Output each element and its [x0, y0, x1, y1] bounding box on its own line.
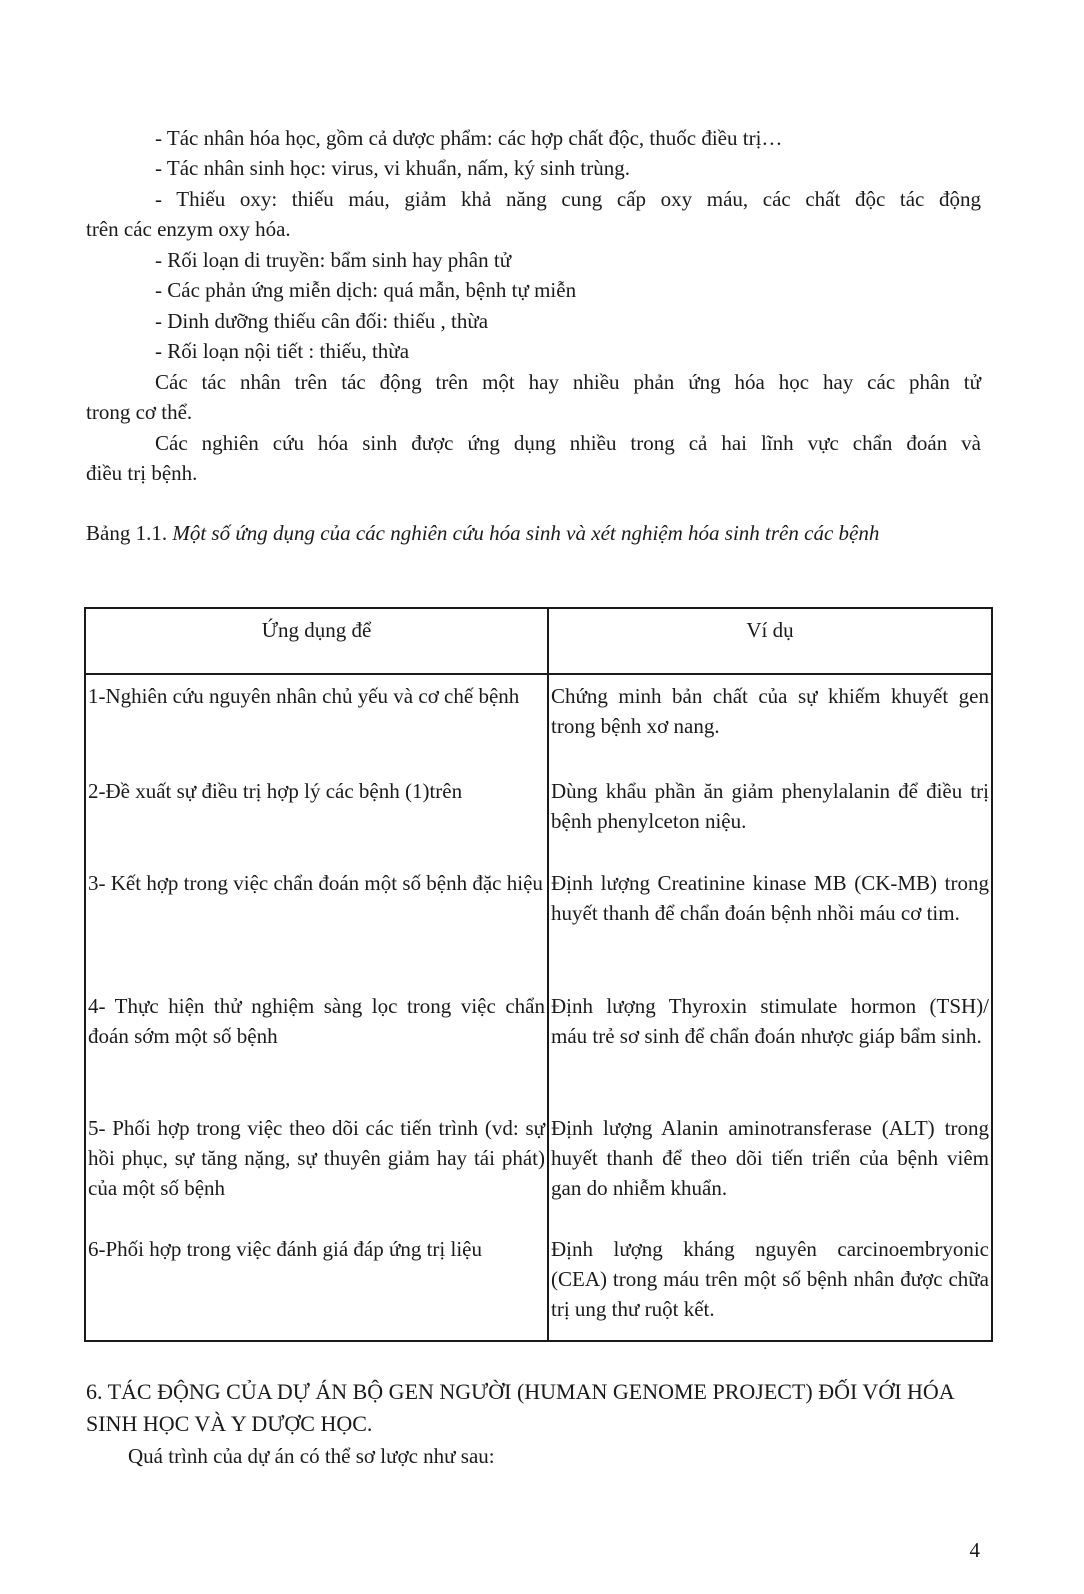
paragraph-line: - Rối loạn di truyền: bẩm sinh hay phân tử: [155, 248, 512, 272]
table-cell: Dùng khẩu phần ăn giảm phenylalanin để điều trị bệnh phenylceton niệu.: [548, 770, 992, 862]
table-row: [85, 1228, 992, 1341]
paragraph-line: Các tác nhân trên tác động trên một hay nhiều phản ứng hóa học hay các phân tử: [155, 370, 981, 394]
paragraph-line: - Tác nhân hóa học, gồm cả dược phẩm: các hợp chất độc, thuốc điều trị…: [155, 126, 783, 150]
table-row: [85, 862, 992, 985]
paragraph-line: trên các enzym oxy hóa.: [86, 217, 291, 241]
section-heading: 6. TÁC ĐỘNG CỦA DỰ ÁN BỘ GEN NGƯỜI (HUMAN GENOME PROJECT) ĐỐI VỚI HÓA SINH HỌC VÀ Y DƯỢC HỌC.: [86, 1379, 954, 1436]
paragraph-line: trong cơ thể.: [86, 400, 193, 424]
table-caption: [86, 518, 981, 548]
table-cell: Định lượng Creatinine kinase MB (CK-MB) trong huyết thanh để chẩn đoán bệnh nhồi máu cơ tim.: [548, 862, 992, 985]
table-header-row: [85, 608, 992, 674]
caption-label: Bảng 1.1.: [86, 521, 168, 545]
paragraph-line: điều trị bệnh.: [86, 461, 198, 485]
table-cell: Chứng minh bản chất của sự khiếm khuyết gen trong bệnh xơ nang.: [548, 674, 992, 770]
paragraph-line: - Tác nhân sinh học: virus, vi khuẩn, nấm, ký sinh trùng.: [155, 156, 630, 180]
table-cell: 4- Thực hiện thử nghiệm sàng lọc trong việc chẩn đoán sớm một số bệnh: [85, 985, 548, 1107]
column-header: Ví dụ: [548, 608, 992, 674]
column-header: Ứng dụng để: [85, 608, 548, 674]
caption-title: Một số ứng dụng của các nghiên cứu hóa sinh và xét nghiệm hóa sinh trên các bệnh: [172, 521, 880, 545]
section-intro: Quá trình của dự án có thể sơ lược như sau:: [128, 1444, 495, 1468]
applications-table: [84, 607, 993, 1342]
page-number: 4: [969, 1538, 980, 1562]
table-cell: Định lượng kháng nguyên carcinoembryonic (CEA) trong máu trên một số bệnh nhân được chữa trị ung thư ruột kết.: [548, 1228, 992, 1341]
paragraph-line: - Dinh dưỡng thiếu cân đối: thiếu , thừa: [155, 309, 489, 333]
paragraph-line: - Các phản ứng miễn dịch: quá mẫn, bệnh tự miễn: [155, 278, 577, 302]
table-cell: 2-Đề xuất sự điều trị hợp lý các bệnh (1)trên: [85, 770, 548, 862]
table-cell: 3- Kết hợp trong việc chẩn đoán một số bệnh đặc hiệu: [85, 862, 548, 985]
table-row: [85, 770, 992, 862]
table-cell: 5- Phối hợp trong việc theo dõi các tiến trình (vd: sự hồi phục, sự tăng nặng, sự thuyên giảm hay tái phát) của một số bệnh: [85, 1107, 548, 1228]
table-cell: 1-Nghiên cứu nguyên nhân chủ yếu và cơ chế bệnh: [85, 674, 548, 770]
table-row: [85, 674, 992, 770]
paragraph-line: Các nghiên cứu hóa sinh được ứng dụng nhiều trong cả hai lĩnh vực chẩn đoán và: [155, 431, 981, 455]
table-row: [85, 985, 992, 1107]
table-cell: 6-Phối hợp trong việc đánh giá đáp ứng trị liệu: [85, 1228, 548, 1341]
table-cell: Định lượng Alanin aminotransferase (ALT) trong huyết thanh để theo dõi tiến triển của bệnh viêm gan do nhiễm khuẩn.: [548, 1107, 992, 1228]
table-cell: Định lượng Thyroxin stimulate hormon (TSH)/ máu trẻ sơ sinh để chẩn đoán nhược giáp bẩm sinh.: [548, 985, 992, 1107]
paragraph-line: - Thiếu oxy: thiếu máu, giảm khả năng cung cấp oxy máu, các chất độc tác động: [155, 187, 981, 211]
table-row: [85, 1107, 992, 1228]
paragraph-line: - Rối loạn nội tiết : thiếu, thừa: [155, 339, 410, 363]
